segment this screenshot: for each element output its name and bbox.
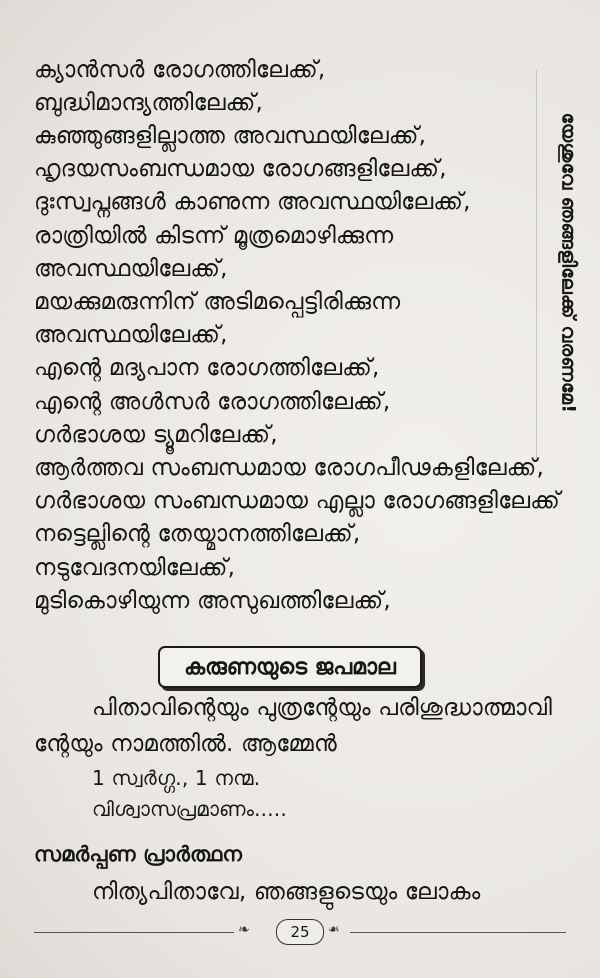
side-divider xyxy=(536,70,537,460)
prayer-line: ക്യാൻസർ രോഗത്തിലേക്ക്, xyxy=(34,57,326,83)
prayer-line: ആർത്തവ സംബന്ധമായ രോഗപീഢകളിലേക്ക്, xyxy=(34,455,545,481)
side-heading xyxy=(548,78,588,448)
page-number xyxy=(276,919,324,945)
prayer-line: ദുഃസ്വപ്നങ്ങൾ കാണുന്ന അവസ്ഥയിലേക്ക്, xyxy=(34,189,471,215)
ornament-left-icon: ❧ xyxy=(238,922,250,938)
prayer-line: നടുവേദനയിലേക്ക്, xyxy=(34,555,236,581)
rosary-line: 1 സ്വർഗ്ഗ., 1 നന്മ. xyxy=(92,766,261,790)
ornament-right-icon: ❧ xyxy=(328,922,340,938)
footer-rule-right xyxy=(350,932,566,933)
prayer-line: എന്റെ മദ്യപാന രോഗത്തിലേക്ക്, xyxy=(34,355,380,381)
prayer-line: ബുദ്ധിമാന്ദ്യത്തിലേക്ക്, xyxy=(34,90,264,116)
prayer-line: രാത്രിയിൽ കിടന്ന് മൂത്രമൊഴിക്കുന്ന xyxy=(34,223,394,249)
rosary-title-box xyxy=(158,646,422,688)
rosary-line: പിതാവിന്റെയും പുത്രന്റേയും പരിശുദ്ധാത്മാവി xyxy=(92,695,553,721)
section-heading: സമർപ്പണ പ്രാർത്ഥന xyxy=(34,842,243,866)
side-heading-text: യേശുവേ ഞങ്ങളിലേക്ക് വരണമേ! xyxy=(557,112,579,414)
footer-rule-left xyxy=(34,932,234,933)
rosary-line: ന്റേയും നാമത്തിൽ. ആമ്മേൻ xyxy=(34,731,337,757)
prayer-line: എന്റെ അൾസർ രോഗത്തിലേക്ക്, xyxy=(34,389,391,415)
page-number-text: 25 xyxy=(290,923,310,941)
prayer-line: കുഞ്ഞുങ്ങളില്ലാത്ത അവസ്ഥയിലേക്ക്, xyxy=(34,123,427,149)
prayer-line: നട്ടെല്ലിന്റെ തേയ്മാനത്തിലേക്ക്, xyxy=(34,521,361,547)
rosary-line: വിശ്വാസപ്രമാണം..... xyxy=(92,797,287,821)
prayer-line: മയക്കുമരുന്നിന് അടിമപ്പെട്ടിരിക്കുന്ന xyxy=(34,289,401,315)
prayer-line: മുടികൊഴിയുന്ന അസുഖത്തിലേക്ക്, xyxy=(34,588,391,614)
prayer-line: നിത്യപിതാവേ, ഞങ്ങളുടെയും ലോകം xyxy=(92,879,481,905)
prayer-line: ഗർഭാശയ സംബന്ധമായ എല്ലാ രോഗങ്ങളിലേക്ക് xyxy=(34,488,561,514)
rosary-title: കരുണയുടെ ജപമാല xyxy=(184,654,396,680)
prayer-line: ഹൃദയസംബന്ധമായ രോഗങ്ങളിലേക്ക്, xyxy=(34,156,447,182)
prayer-line: അവസ്ഥയിലേക്ക്, xyxy=(34,256,228,282)
prayer-line: അവസ്ഥയിലേക്ക്, xyxy=(34,322,228,348)
prayer-line: ഗർഭാശയ ട്യൂമറിലേക്ക്, xyxy=(34,422,278,448)
